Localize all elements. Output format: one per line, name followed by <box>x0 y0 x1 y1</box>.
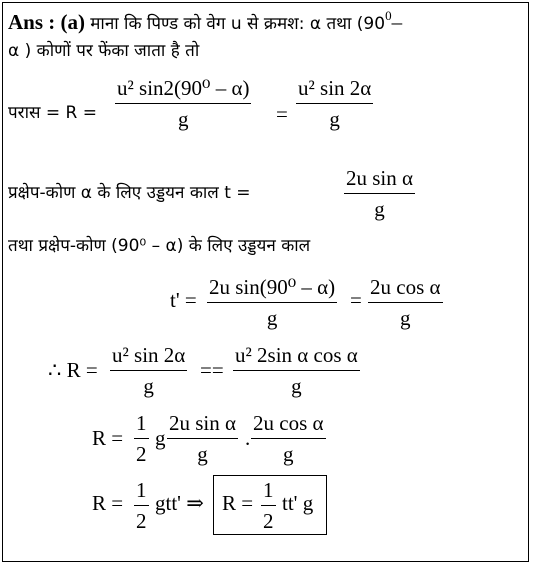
equals-sign: = <box>276 102 288 126</box>
answer-intro-line <box>8 8 403 34</box>
flight-time-fraction: 2u sin α g <box>346 166 414 221</box>
r-label-1: R = <box>92 426 124 450</box>
flight-time-label: प्रक्षेप-कोण α के लिए उड्डयन काल t = <box>8 183 251 203</box>
range-fraction-1: u² sin2(90⁰ – α) g <box>117 76 250 131</box>
t-prime-label: t' = <box>170 288 197 312</box>
therefore-fraction-2: u² 2sin α cos α g <box>235 343 358 398</box>
dash: – <box>391 10 403 34</box>
boxed-r-label: R = <box>222 491 254 515</box>
half-fraction-1: 1 2 <box>136 411 147 466</box>
g-symbol: g <box>155 426 166 450</box>
complementary-angle-line: तथा प्रक्षेप-कोण (90⁰ – α) के लिए उड्डयन काल <box>8 236 311 256</box>
therefore-fraction-1: u² sin 2α g <box>112 343 186 398</box>
boxed-half-fraction: 1 2 <box>263 478 274 533</box>
r-label-2: R = <box>92 491 124 515</box>
therefore-label: ∴ R = <box>48 358 98 382</box>
t-prime-fraction-2: 2u cos α g <box>370 275 441 330</box>
double-equals: == <box>200 358 224 382</box>
gtt-implies: gtt' ⇒ <box>155 491 204 515</box>
t-prime-fraction-1: 2u sin(90⁰ – α) g <box>209 275 336 330</box>
cos-time-fraction: 2u cos α g <box>253 411 324 466</box>
equals-sign-2: = <box>350 288 362 312</box>
range-label: परास = R = <box>8 103 98 123</box>
intro-continuation: α ) कोणों पर फेंका जाता है तो <box>8 41 200 61</box>
range-fraction-2: u² sin 2α g <box>298 76 372 131</box>
sin-time-fraction: 2u sin α g <box>169 411 237 466</box>
dot-operator: . <box>245 426 251 450</box>
answer-label: Ans : (a) <box>8 10 85 34</box>
intro-text: माना कि पिण्ड को वेग u से क्रमश: α तथा (90 <box>90 14 386 34</box>
half-fraction-2: 1 2 <box>136 478 147 533</box>
boxed-tail: tt' g <box>282 491 314 515</box>
degree-sup: 0 <box>385 8 392 23</box>
